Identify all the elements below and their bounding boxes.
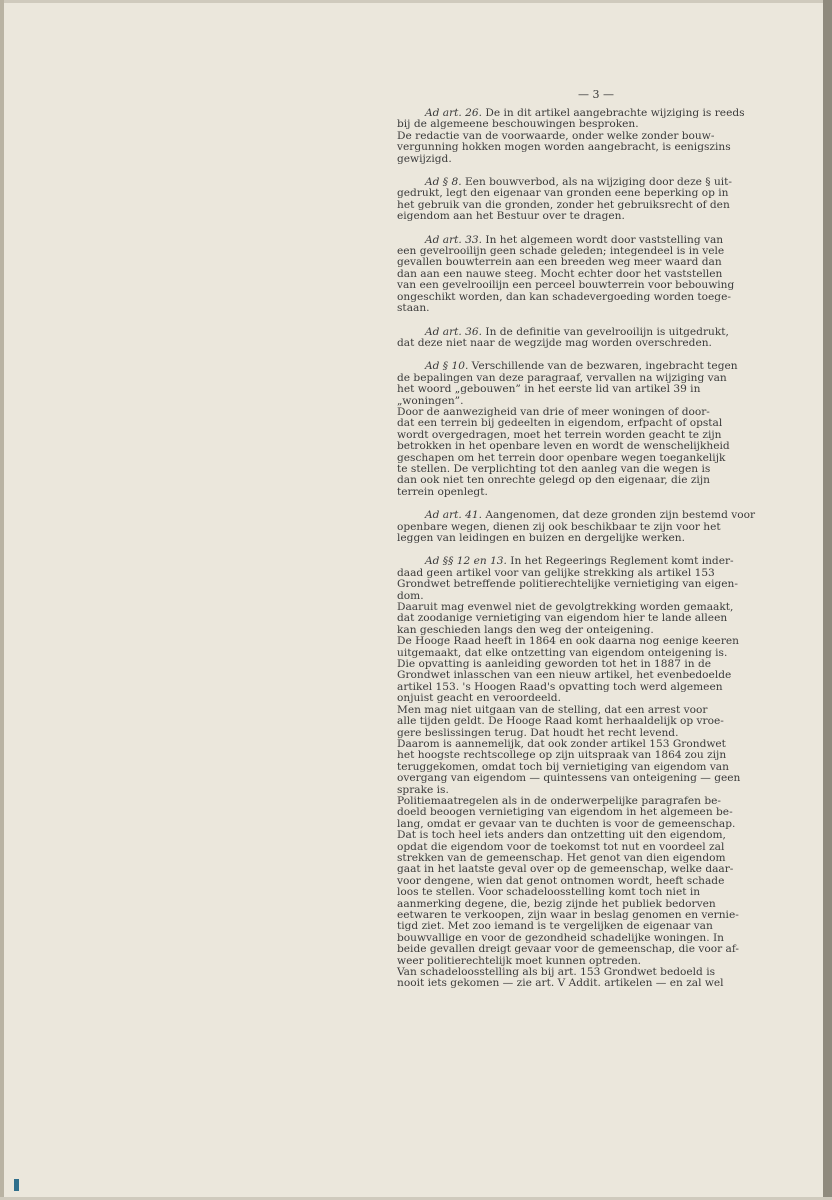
text-line: kan geschieden langs den weg der onteigening. <box>397 623 654 636</box>
text-line-content: In het Regeerings Reglement komt inder- <box>506 555 734 568</box>
text-line: gere beslissingen terug. Dat houdt het recht levend. <box>397 726 679 739</box>
text-line <box>397 361 775 372</box>
text-line: uitgemaakt, dat elke ontzetting van eigendom onteigening is. <box>397 646 728 659</box>
text-line: beide gevallen dreigt gevaar voor de gemeenschap, die voor af- <box>397 943 739 956</box>
text-line: dom. <box>397 589 424 602</box>
text-line: opdat die eigendom voor de toekomst tot nut en voordeel zal <box>397 840 725 853</box>
text-line: Door de aanwezigheid van drie of meer woningen of door- <box>397 405 710 418</box>
text-line: terrein openlegt. <box>397 485 488 498</box>
paragraph <box>397 361 775 498</box>
article-reference: Ad art. 36. <box>425 325 483 338</box>
text-line: eetwaren te verkoopen, zijn waar in beslag genomen en vernie- <box>397 909 739 921</box>
text-line: dan ook niet ten onrechte gelegd op den eigenaar, die zijn <box>397 474 710 487</box>
text-line: Van schadeloosstelling als bij art. 153 Grondwet bedoeld is <box>397 966 716 979</box>
text-column <box>397 108 775 1002</box>
text-line: te stellen. De verplichting tot den aanleg van die wegen is <box>397 462 711 475</box>
text-line: Dat is toch heel iets anders dan ontzetting uit den eigendom, <box>397 829 726 842</box>
text-line-content: In het algemeen wordt door vaststelling van <box>482 233 724 246</box>
text-line: vergunning hokken mogen worden aangebracht, is eenigszins <box>397 141 731 154</box>
article-reference: Ad §§ 12 en 13. <box>425 555 507 568</box>
text-line: bij de algemeene beschouwingen besproken. <box>397 118 639 131</box>
text-line: alle tijden geldt. De Hooge Raad komt herhaaldelijk op vroe- <box>397 715 724 728</box>
text-line: het gebruik van die gronden, zonder het gebruiksrecht of den <box>397 198 730 211</box>
article-reference: Ad art. 33. <box>425 233 483 246</box>
text-line: teruggekomen, omdat toch bij vernietiging van eigendom van <box>397 760 729 773</box>
text-line: Grondwet betreffende politierechtelijke vernietiging van eigen- <box>397 578 738 591</box>
page-edge-top <box>0 0 832 3</box>
article-reference: Ad § 10. <box>425 360 469 373</box>
text-line: Men mag niet uitgaan van de stelling, dat een arrest voor <box>397 703 708 716</box>
text-line <box>397 510 775 521</box>
text-line: openbare wegen, dienen zij ook beschikbaar te zijn voor het <box>397 520 721 533</box>
text-line: eigendom aan het Bestuur over te dragen. <box>397 210 625 223</box>
text-line: staan. <box>397 302 430 315</box>
text-line: leggen van leidingen en buizen en dergelijke werken. <box>397 532 685 544</box>
text-line: de bepalingen van deze paragraaf, vervallen na wijziging van <box>397 371 727 384</box>
text-line: daad geen artikel voor van gelijke strekking als artikel 153 <box>397 566 715 579</box>
text-line: weer politierechtelijk moet kunnen optreden. <box>397 954 642 967</box>
text-line-content: Een bouwverbod, als na wijziging door deze § uit- <box>461 176 732 189</box>
page-edge-right <box>823 0 832 1200</box>
text-line: artikel 153. 's Hoogen Raad's opvatting toch werd algemeen <box>397 680 723 693</box>
text-line: dat een terrein bij gedeelten in eigendom, erfpacht of opstal <box>397 417 723 430</box>
text-line: dat zoodanige vernietiging van eigendom hier te lande alleen <box>397 612 728 625</box>
text-line: Grondwet inlasschen van een nieuw artikel, het evenbedoelde <box>397 669 732 682</box>
article-reference: Ad § 8. <box>425 176 462 189</box>
page-number: — 3 — <box>578 88 614 101</box>
text-line: gedrukt, legt den eigenaar van gronden eene beperking op in <box>397 187 729 200</box>
text-line-content: Aangenomen, dat deze gronden zijn bestemd voor <box>482 509 756 522</box>
text-line: Politiemaatregelen als in de onderwerpelijke paragrafen be- <box>397 794 721 807</box>
paragraph <box>397 108 775 165</box>
text-line: van een gevelrooilijn een perceel bouwterrein voor bebouwing <box>397 279 735 292</box>
page-edge-left <box>0 0 4 1200</box>
text-line: onjuist geacht en veroordeeld. <box>397 692 561 705</box>
text-line: strekken van de gemeenschap. Het genot van dien eigendom <box>397 851 726 864</box>
article-reference: Ad art. 26. <box>425 107 483 119</box>
text-line: gaat in het laatste geval over op de gemeenschap, welke daar- <box>397 863 734 876</box>
text-line: het woord „gebouwen” in het eerste lid van artikel 39 in <box>397 383 701 396</box>
text-line: betrokken in het openbare leven en wordt de wenschelijkheid <box>397 440 730 453</box>
text-line: ongeschikt worden, dan kan schadevergoeding worden toege- <box>397 290 731 303</box>
paragraph <box>397 510 775 544</box>
text-line: loos te stellen. Voor schadeloosstelling komt toch niet in <box>397 886 701 899</box>
text-line: overgang van eigendom — quintessens van onteigening — geen <box>397 772 741 785</box>
text-line: een gevelrooilijn geen schade geleden; integendeel is in vele <box>397 245 725 258</box>
text-line: Die opvatting is aanleiding geworden tot het in 1887 in de <box>397 658 712 671</box>
text-line: dan aan een nauwe steeg. Mocht echter door het vaststellen <box>397 267 723 280</box>
text-line: sprake is. <box>397 783 449 796</box>
text-line: het hoogste rechtscollege op zijn uitspraak van 1864 zou zijn <box>397 749 727 762</box>
text-line: De redactie van de voorwaarde, onder welke zonder bouw- <box>397 129 715 142</box>
text-line-content: De in dit artikel aangebrachte wijziging is reeds <box>482 107 745 119</box>
text-line: wordt overgedragen, moet het terrein worden geacht te zijn <box>397 428 722 441</box>
text-line: „woningen”. <box>397 394 464 407</box>
text-line: gewijzigd. <box>397 152 452 165</box>
text-line: Daaruit mag evenwel niet de gevolgtrekking worden gemaakt, <box>397 601 734 614</box>
text-line-content: In de definitie van gevelrooilijn is uitgedrukt, <box>482 325 729 338</box>
text-line: lang, omdat er gevaar van te duchten is voor de gemeenschap. <box>397 817 736 830</box>
article-reference: Ad art. 41. <box>425 509 483 522</box>
text-line: Daarom is aannemelijk, dat ook zonder artikel 153 Grondwet <box>397 737 726 750</box>
paragraph <box>397 177 775 223</box>
text-line: De Hooge Raad heeft in 1864 en ook daarna nog eenige keeren <box>397 635 739 648</box>
text-line: bouwvallige en voor de gezondheid schadelijke woningen. In <box>397 931 724 944</box>
text-line: tigd ziet. Met zoo iemand is te vergelijken de eigenaar van <box>397 920 713 933</box>
text-line: dat deze niet naar de wegzijde mag worden overschreden. <box>397 336 712 349</box>
text-line: aanmerking degene, die, bezig zijnde het publiek bedorven <box>397 897 716 910</box>
text-line: voor dengene, wien dat genot ontnomen wordt, heeft schade <box>397 874 725 887</box>
paragraph <box>397 235 775 315</box>
text-line: gevallen bouwterrein aan een breeden weg meer waard dan <box>397 256 722 269</box>
paragraph <box>397 327 775 350</box>
text-line-content: Verschillende van de bezwaren, ingebracht tegen <box>468 360 738 373</box>
binding-tab-marker <box>14 1179 19 1191</box>
paragraph <box>397 556 775 989</box>
text-line: doeld beoogen vernietiging van eigendom in het algemeen be- <box>397 806 733 819</box>
text-line: geschapen om het terrein door openbare wegen toegankelijk <box>397 451 726 464</box>
text-line: nooit iets gekomen — zie art. V Addit. artikelen — en zal wel <box>397 977 724 990</box>
